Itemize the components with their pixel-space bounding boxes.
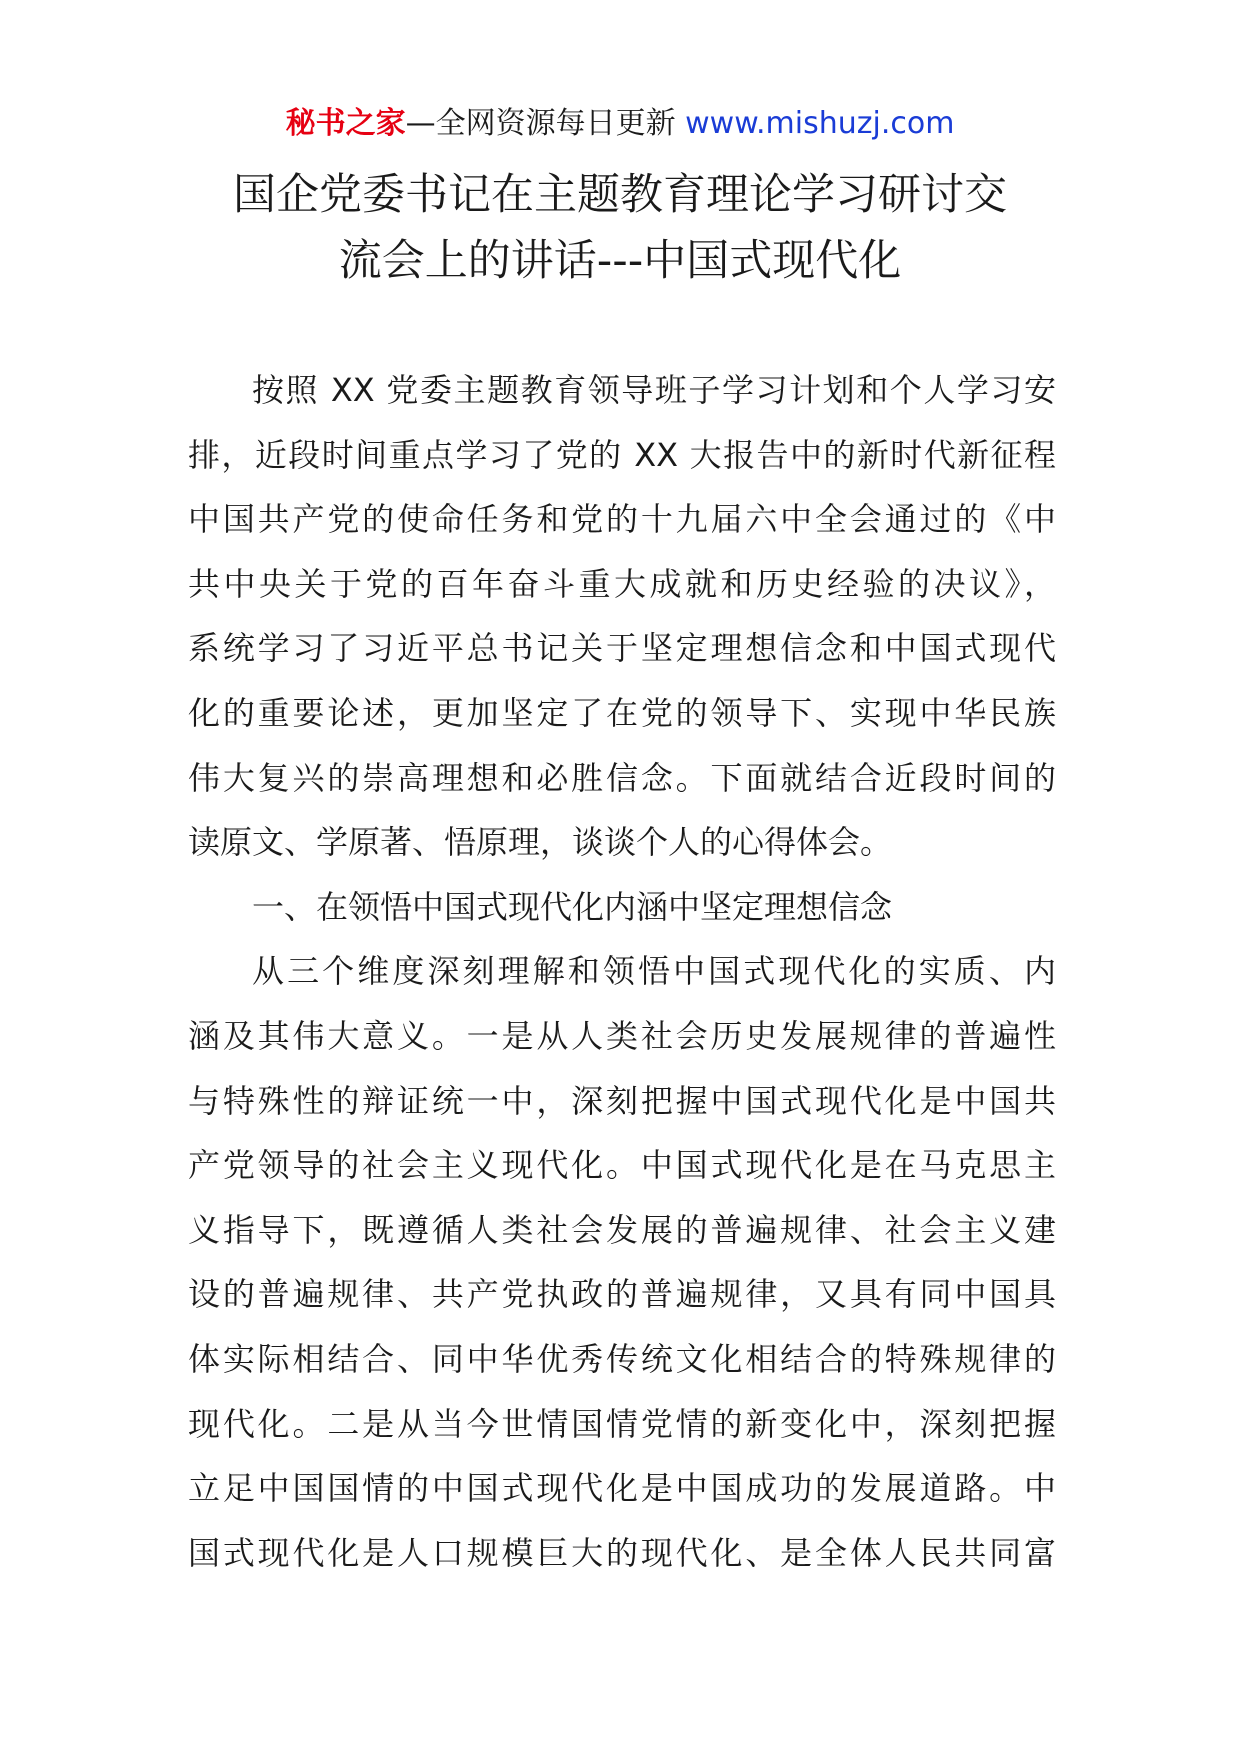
paragraph-line: 国式现代化是人口规模巨大的现代化、是全体人民共同富 [188,1533,1056,1572]
paragraph-line: 设的普遍规律、共产党执政的普遍规律，又具有同中国具 [188,1275,1056,1314]
paragraph-line: 按照 XX 党委主题教育领导班子学习计划和个人学习安 [252,371,1056,409]
paragraph-line: 涵及其伟大意义。一是从人类社会历史发展规律的普遍性 [188,1016,1056,1055]
title-line-1: 国企党委书记在主题教育理论学习研讨交 [233,170,1007,220]
document-title [150,162,1090,294]
paragraph-line: 共中央关于党的百年奋斗重大成就和历史经验的决议》， [188,564,1056,603]
paragraph-line: 现代化。二是从当今世情国情党情的新变化中，深刻把握 [188,1404,1056,1443]
paragraph-line: 化的重要论述，更加坚定了在党的领导下、实现中华民族 [188,693,1056,732]
header-banner [0,102,1240,146]
paragraph-line: 读原文、学原著、悟原理，谈谈个人的心得体会。 [188,823,893,862]
paragraph-line: 伟大复兴的崇高理想和必胜信念。下面就结合近段时间的 [188,758,1056,797]
title-line-2: 流会上的讲话---中国式现代化 [338,236,902,286]
brand-name: 秘书之家 [285,106,406,141]
paragraph-line: 体实际相结合、同中华优秀传统文化相结合的特殊规律的 [188,1339,1056,1378]
paragraph-line: 义指导下，既遵循人类社会发展的普遍规律、社会主义建 [188,1210,1056,1249]
paragraph-line: 立足中国国情的中国式现代化是中国成功的发展道路。中 [188,1469,1056,1508]
paragraph-line: 排，近段时间重点学习了党的 XX 大报告中的新时代新征程 [188,435,1056,474]
paragraph-line: 与特殊性的辩证统一中，深刻把握中国式现代化是中国共 [188,1081,1056,1120]
paragraph-line: 从三个维度深刻理解和领悟中国式现代化的实质、内 [252,952,1056,991]
paragraph-line: 产党领导的社会主义现代化。中国式现代化是在马克思主 [188,1146,1056,1185]
section-heading: 一、在领悟中国式现代化内涵中坚定理想信念 [252,887,893,926]
paragraph-line: 中国共产党的使命任务和党的十九届六中全会通过的《中 [188,500,1056,539]
paragraph-line: 系统学习了习近平总书记关于坚定理想信念和中国式现代 [188,629,1056,668]
header-slogan: —全网资源每日更新 [405,106,686,141]
website-link[interactable]: www.mishuzj.com [685,106,955,141]
document-body [188,358,1056,1585]
